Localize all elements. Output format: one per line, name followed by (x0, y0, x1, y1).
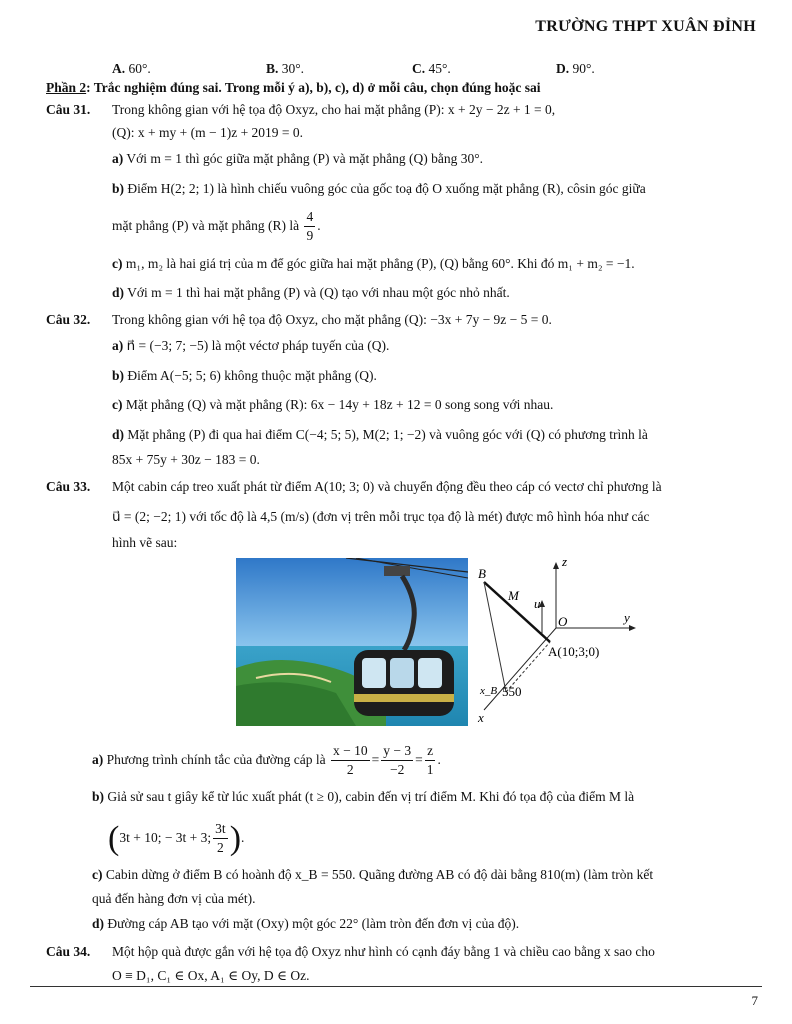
fraction: $\frac{4}{9}$ (306, 209, 314, 244)
q32-label: Câu 32. (46, 312, 91, 327)
fraction: $\frac{x - 10}{2}$ (332, 743, 368, 778)
q31-d: d) Với m = 1 thì hai mặt phẳng (P) và (Q) tạo với nhau một góc nhỏ nhất. (112, 285, 510, 300)
q32-a: a) n⃗ = (−3; 7; −5) là một véctơ pháp tuyến của (Q). (112, 338, 390, 353)
page-number: 7 (751, 993, 758, 1008)
q32-d-cont: 85x + 75y + 30z − 183 = 0. (112, 452, 260, 467)
q33-d: d) Đường cáp AB tạo với mặt (Oxy) một góc 22° (làm tròn đến đơn vị của độ). (92, 916, 520, 931)
part2-heading: Phần 2: Trắc nghiệm đúng sai. Trong mỗi ý a), b), c), d) ở mỗi câu, chọn đúng hoặc sai (46, 80, 541, 95)
option-c: C. 45°. (412, 61, 451, 76)
q33-c-cont: quả đến hàng đơn vị của mét). (92, 891, 256, 906)
diagram-label-y: y (624, 610, 630, 625)
diagram-label-m: M (508, 588, 519, 603)
q34-stem-1: Một hộp quà được gắn với hệ tọa độ Oxyz như hình có cạnh đáy bằng 1 và chiều cao bằng x sao cho (112, 944, 655, 959)
q33-label: Câu 33. (46, 479, 91, 494)
footer-divider (30, 986, 762, 987)
q32-b: b) Điểm A(−5; 5; 6) không thuộc mặt phẳng (Q). (112, 368, 377, 383)
q32-c: c) Mặt phẳng (Q) và mặt phẳng (R): 6x − 14y + 18z + 12 = 0 song song với nhau. (112, 397, 554, 412)
q34-label: Câu 34. (46, 944, 91, 959)
q33-stem-2: u⃗ = (2; −2; 1) với tốc độ là 4,5 (m/s) (đơn vị trên mỗi trục tọa độ là mét) được mô hình hóa như các (112, 509, 650, 524)
fraction: $\frac{y - 3}{-2}$ (383, 743, 412, 778)
q31-b: b) Điểm H(2; 2; 1) là hình chiếu vuông góc của gốc toạ độ O xuống mặt phẳng (R), côsin góc giữa (112, 181, 646, 196)
q32-d: d) Mặt phẳng (P) đi qua hai điểm C(−4; 5; 5), M(2; 1; −2) và vuông góc với (Q) có phương trình là (112, 427, 648, 442)
diagram-label-z: z (562, 556, 568, 569)
cable-car-photo (236, 558, 468, 726)
diagram-label-x: x (478, 710, 484, 725)
q31-label: Câu 31. (46, 102, 91, 117)
diagram-label-xb: x_B (480, 685, 498, 697)
q33-stem-1: Một cabin cáp treo xuất phát từ điểm A(10; 3; 0) và chuyển động đều theo cáp có vectơ chỉ phương là (112, 479, 662, 494)
diagram-label-o: O (558, 614, 568, 629)
coordinate-diagram (472, 556, 650, 726)
q34-stem-2: O ≡ D₁, C₁ ∈ Ox, A₁ ∈ Oy, D ∈ Oz. (112, 968, 310, 983)
q31-stem-2: (Q): x + my + (m − 1)z + 2019 = 0. (112, 125, 304, 140)
diagram-label-550: 550 (502, 684, 522, 699)
diagram-label-a: A(10;3;0) (548, 644, 600, 659)
fraction: $\frac{z}{1}$ (426, 743, 434, 778)
q33-stem-3: hình vẽ sau: (112, 535, 178, 550)
q31-c: c) m₁, m₂ là hai giá trị của m để góc giữa hai mặt phẳng (P), (Q) bằng 60°. Khi đó m₁ + m₂ = −1. (112, 256, 635, 271)
q31-b-cont: mặt phẳng (P) và mặt phẳng (R) là $\frac{4}{9}$ . (112, 209, 321, 244)
q32-stem: Trong không gian với hệ tọa độ Oxyz, cho mặt phẳng (Q): −3x + 7y − 9z − 5 = 0. (112, 312, 552, 327)
diagram-label-u: u⃗ (534, 596, 551, 611)
option-b: B. 30°. (266, 61, 305, 76)
fraction: $\frac{3t}{2}$ (215, 821, 226, 856)
q33-b: b) Giả sử sau t giây kể từ lúc xuất phát (t ≥ 0), cabin đến vị trí điểm M. Khi đó tọa độ của điểm M là (92, 789, 635, 804)
diagram-label-b: B (478, 566, 486, 581)
q31-stem-1: Trong không gian với hệ tọa độ Oxyz, cho hai mặt phẳng (P): x + 2y − 2z + 1 = 0, (112, 102, 556, 117)
q33-c: c) Cabin dừng ở điểm B có hoành độ x_B = 550. Quãng đường AB có độ dài bằng 810(m) (làm tròn kết (92, 867, 654, 882)
school-header: TRƯỜNG THPT XUÂN ĐỈNH (535, 18, 756, 35)
option-a: A. 60°. (112, 61, 151, 76)
q33-b-coord: (3t + 10; − 3t + 3; $\frac{3t}{2}$ ). (108, 819, 245, 857)
q31-a: a) Với m = 1 thì góc giữa mặt phẳng (P) và mặt phẳng (Q) bằng 30°. (112, 151, 484, 166)
q33-a: a) Phương trình chính tắc của đường cáp là $\frac{x - 10}{2}$ = $\frac{y - 3}{-2}$ = $\frac{z}{1}$ . (92, 743, 441, 778)
option-d: D. 90°. (556, 61, 595, 76)
